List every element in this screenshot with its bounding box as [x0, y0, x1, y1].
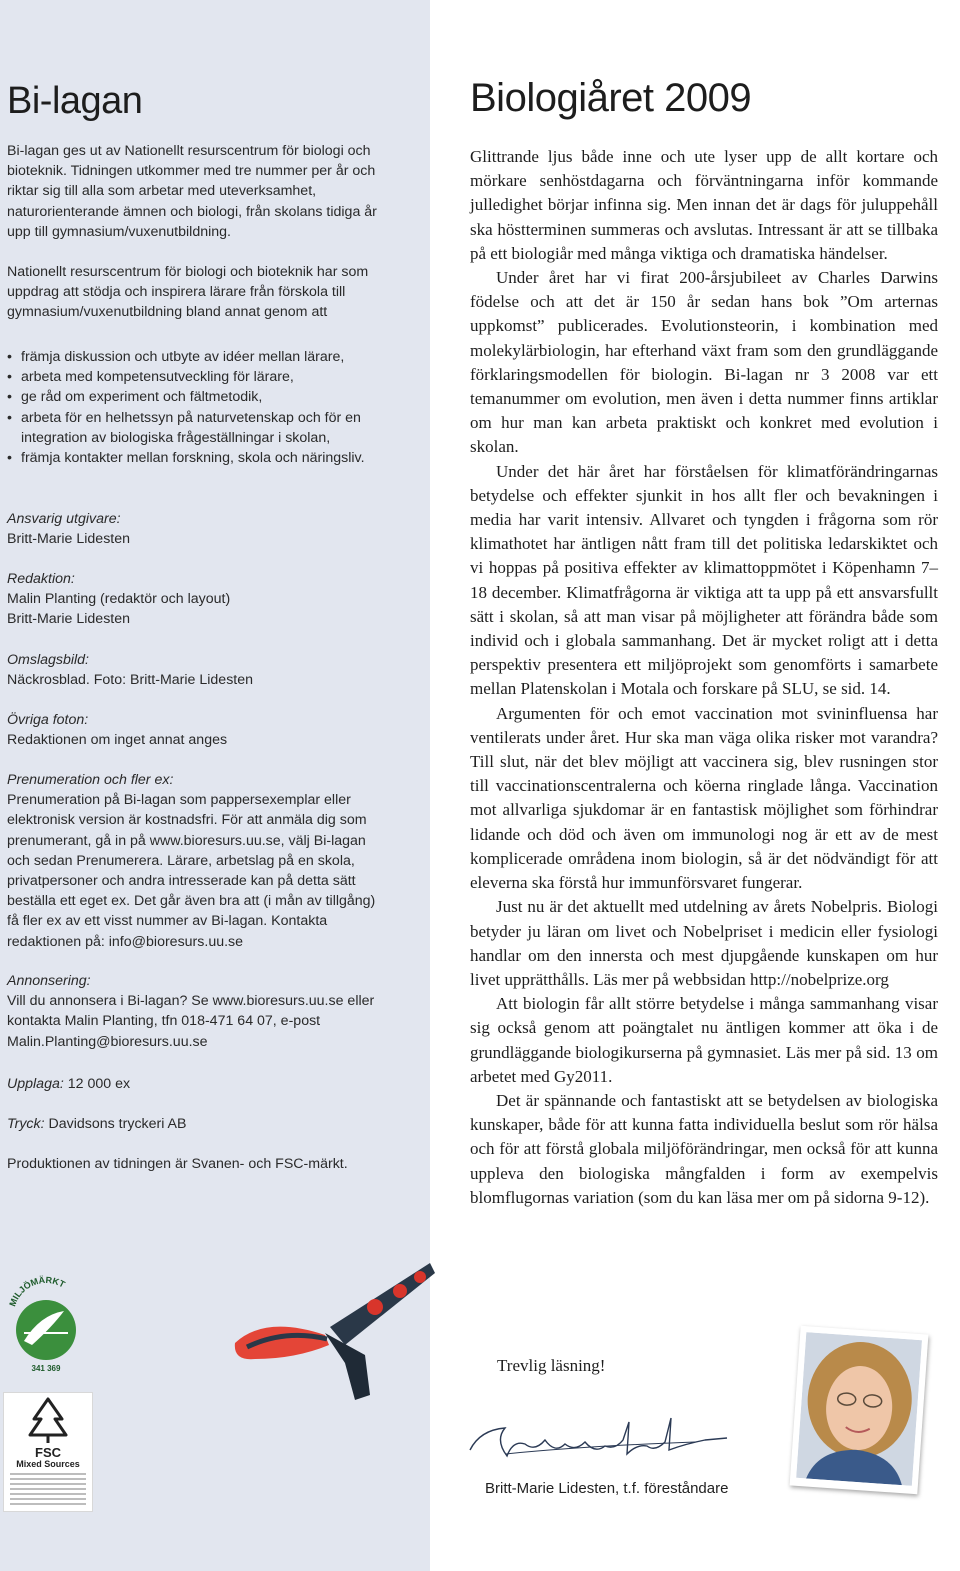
credit-cover [7, 650, 407, 690]
portrait-photo-frame [790, 1326, 929, 1495]
list-item: • ge råd om experiment och fältmetodik, [7, 387, 407, 407]
moth-spot [393, 1284, 407, 1298]
credit-photos [7, 710, 407, 750]
credit-label: Övriga foton: [7, 712, 89, 728]
credit-label: Prenumeration och fler ex: [7, 772, 174, 788]
article-paragraph: Glittrande ljus både inne och ute lyser upp de allt kortare och mörkare senhöstdagarna och förväntningarna inför kommande julledighet börjar infinna sig. Men innan det är dags för juluppehåll ska höstterminen summeras och avslutas. Intressant är att se tillbaka på ett biologiår med många viktiga och dramatiska händelser. [470, 147, 938, 263]
list-item: • främja diskussion och utbyte av idéer mellan lärare, [7, 347, 407, 367]
ecolabel-note: Produktionen av tidningen är Svanen- och FSC-märkt. [7, 1156, 348, 1172]
mission-list [7, 347, 407, 468]
credit-value: Britt-Marie Lidesten [7, 531, 131, 548]
credit-editorial [7, 569, 407, 630]
fsc-tree-icon [4, 1393, 92, 1445]
article-paragraph: Att biologin får allt större betydelse i många sammanhang visar sig också genom att poängtalet nu äntligen kommer att öka i de grundläggande biologikurserna på gymnasiet. Läs mer på sid. 13 om arbetet med Gy2011. [470, 994, 938, 1086]
credit-value: Redaktionen om inget annat anges [7, 732, 228, 749]
credit-print-run [7, 1074, 407, 1094]
credit-value: Prenumeration på Bi-lagan som pappersexemplar eller elektronisk version är kostnadsfri. För att anmäla dig som prenumerant, gå in på www.bioresurs.uu.se, välj Bi-lagan och sedan Prenumerera. Lärare, arbetslag på en skola, privatpersoner och andra intresserade kan på detta sätt beställa ett eget ex. Det går även bra att (i mån av tillgång) få fler ex av ett visst nummer av Bi-lagan. Kontakta redaktionen på: info@bioresurs.uu.se [7, 792, 376, 950]
swan-label-text: MILJÖMÄRKT [7, 1275, 67, 1308]
greeting-text: Trevlig läsning! [497, 1356, 606, 1375]
list-item: • arbeta för en helhetssyn på naturvetenskap och för en integration av biologiska frågeställningar i skolan, [7, 408, 407, 448]
credit-ads [7, 971, 377, 1052]
moth-spot [367, 1299, 383, 1315]
article-paragraph: Argumenten för och emot vaccination mot svininfluensa har ventilerats under året. Hur ska man väga olika risker mot varandra? Till slut, när det blev möjligt att vaccinera sig, blev rusningen stor till vaccinationscentralerna och köerna ringlade långa. Vaccination mot allvarliga sjukdomar är en fantastisk möjlighet som förhindrar lidande och död och även om immunologi nog är ett av de mest komplicerade områdena inom biologin, så är det nödvändigt för att eleverna ska förstå hur immunförsvaret fungerar. [470, 703, 938, 893]
signature-name: Britt-Marie Lidesten, t.f. föreståndare [485, 1480, 729, 1497]
article-paragraph: Under året har vi firat 200-årsjubileet av Charles Darwins födelse och att det är 150 år sedan hans bok ”Om arternas uppkomst” publicerades. Evolutionsteorin, i kombination med molekylärbiologin, har efterhand växt fram som den grundläggande förklaringsmodellen för biologin. Bi-lagan nr 3 2008 var ett temanummer om evolution, men även i detta nummer finns artiklar om hur man kan arbeta praktiskt och konkret med evolution i skolan. [470, 268, 938, 457]
credit-value: Vill du annonsera i Bi-lagan? Se www.bioresurs.uu.se eller kontakta Malin Planting, tfn 018-471 64 07, e-post Malin.Planting@bioresurs.uu.se [7, 993, 375, 1050]
fsc-logo [3, 1392, 93, 1512]
article-title: Biologiåret 2009 [470, 76, 752, 120]
handwritten-signature-image [465, 1410, 730, 1472]
list-item: • arbeta med kompetensutveckling för lärare, [7, 367, 407, 387]
credit-label: Omslagsbild: [7, 652, 90, 668]
sidebar-intro: Bi-lagan ges ut av Nationellt resurscentrum för biologi och bioteknik. Tidningen utkommer med tre nummer per år och riktar sig till alla som arbetar med uteverksamhet, naturorienterande ämnen och biologi, från skolans tidiga år upp till gymnasium/vuxenutbildning. [7, 143, 377, 240]
article-paragraph: Just nu är det aktuellt med utdelning av årets Nobelpris. Biologi betyder ju läran om livet och Nobelpriset i medicin eller fysiologi handlar om den innersta och mest djupgående kunskapen om hur livet upprätthålls. Läs mer på webbsidan http://nobelprize.org [470, 897, 938, 989]
moth-spot [414, 1271, 426, 1283]
sidebar-title: Bi-lagan [7, 80, 143, 122]
article-body [470, 145, 938, 1210]
article-paragraph: Under det här året har förståelsen för klimatförändringarnas betydelse och effekter sjunkit in hos allt fler och bevakningen i media har varit intensiv. Allvaret och tyngden i frågorna som rör klimathotet har äntligen nått fram till det politiska ledarskiktet och vi hoppas på positiva effekter av klimattoppmötet i Köpenhamn 7–18 december. Klimatfrågorna är viktiga att ta upp på ett ansvarsfullt sätt i skolan, så att man visar på möjligheter att förändra både som individ och i globala sammanhang. Det är mycket roligt att i detta perspektiv presentera ett miljöprojekt som genomförts i samarbete mellan Platenskolan i Motala och forskare på SLU, se sid. 14. [470, 461, 938, 699]
list-item: • främja kontakter mellan forskning, skola och näringsliv. [7, 448, 407, 468]
credit-label: Tryck: [7, 1116, 45, 1132]
credit-value: Davidsons tryckeri AB [44, 1116, 187, 1132]
moth-hindwing [235, 1327, 329, 1360]
swan-number: 341 369 [31, 1364, 61, 1373]
credit-label: Annonsering: [7, 973, 91, 989]
fsc-fine-print [10, 1473, 86, 1507]
credit-value: Malin Planting (redaktör och layout) Britt-Marie Lidesten [7, 591, 231, 628]
article-paragraph: Det är spännande och fantastiskt att se betydelsen av biologiska kunskaper, både för att kunna fatta individuella beslut som rör hälsa och för att förstå globala miljöförändringar, men också för att kunna uppleva den biologiska mångfalden i form av exempelvis blomflugornas variation (som du kan läsa mer om på sidorna 9-12). [470, 1090, 938, 1207]
credit-publisher [7, 509, 407, 549]
credit-subscription [7, 770, 377, 952]
credit-value: Näckrosblad. Foto: Britt-Marie Lidesten [7, 672, 254, 689]
nordic-swan-ecolabel-logo [6, 1275, 86, 1375]
fsc-title: FSC [35, 1445, 61, 1460]
sidebar-panel [0, 0, 430, 1571]
burnet-moth-image [225, 1255, 435, 1405]
credit-value: 12 000 ex [63, 1076, 131, 1092]
credit-label: Redaktion: [7, 571, 75, 587]
sidebar-mission: Nationellt resurscentrum för biologi och bioteknik har som uppdrag att stödja och inspirera lärare från förskola till gymnasium/vuxenutbildning bland annat genom att [7, 264, 369, 321]
credit-printer [7, 1114, 407, 1134]
portrait-photo [796, 1332, 922, 1486]
moth-body [325, 1333, 370, 1400]
fsc-subtitle: Mixed Sources [16, 1459, 80, 1469]
credit-label: Upplaga: [7, 1076, 64, 1092]
credit-label: Ansvarig utgivare: [7, 511, 121, 527]
